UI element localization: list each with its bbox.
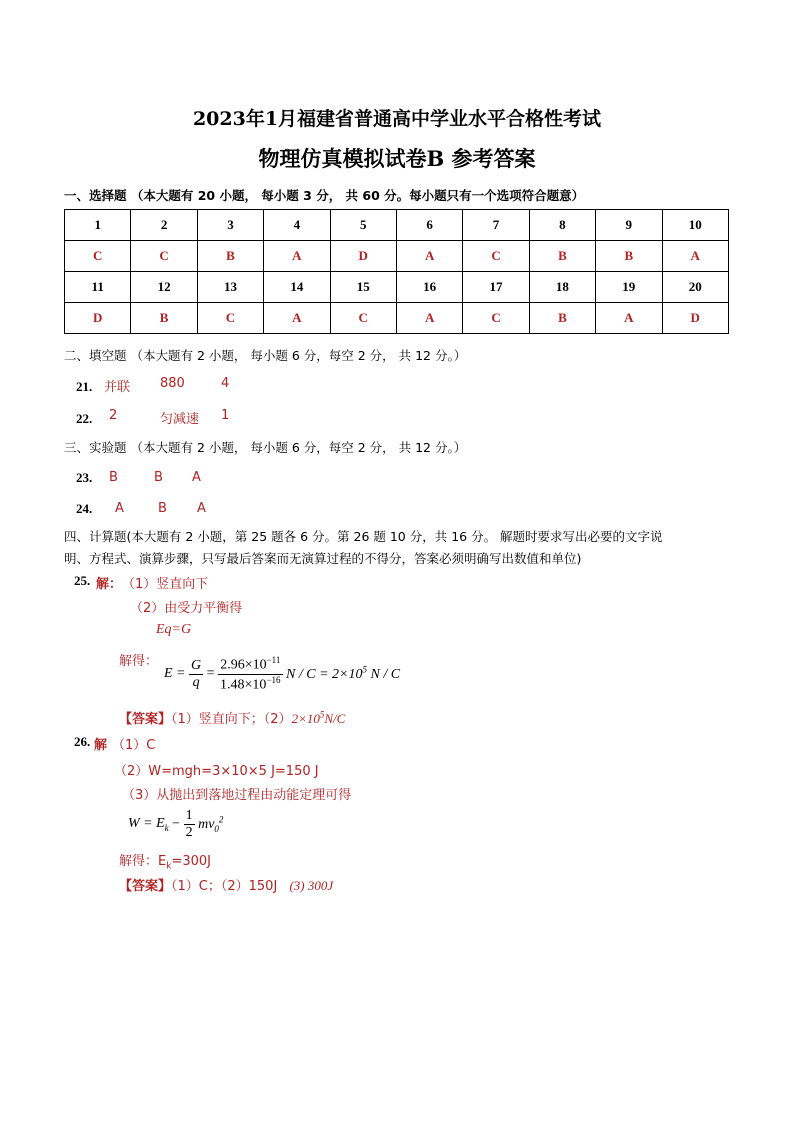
answer-cell: B: [131, 303, 197, 334]
answer-24-2: B: [158, 501, 167, 516]
jiede-text: 解得：E: [119, 854, 167, 869]
q26-jie: 解: [94, 738, 108, 753]
q25-part2: （2）由受力平衡得: [130, 601, 243, 616]
table-cell: 1: [65, 210, 131, 241]
q26-answer: [119, 875, 333, 894]
answer-cell: C: [65, 241, 131, 272]
q25-eq1: Eq=G: [156, 622, 192, 637]
table-row-nums-1: [65, 210, 729, 241]
answer-cell: A: [396, 303, 462, 334]
answer-23-2: B: [154, 470, 163, 485]
fraction-denominator: [218, 675, 282, 694]
section-1-heading: 一、选择题 （本大题有 20 小题， 每小题 3 分， 共 60 分。每小题只有一个选项符合题意）: [64, 188, 585, 203]
answer-text: （1）竖直向下；（2）: [171, 712, 292, 727]
answer-value: [292, 711, 346, 726]
q26-part1: （1）C: [112, 738, 156, 753]
fraction-numerator: 1: [185, 808, 193, 823]
answer-exponent: 5: [319, 709, 325, 720]
question-25-number: 25.: [74, 573, 91, 588]
table-row-nums-2: [65, 272, 729, 303]
section-4-heading-line1: 四、计算题(本大题有 2 小题，第 25 题各 6 分。第 26 题 10 分，共 16 分。 解题时要求写出必要的文字说: [64, 529, 663, 544]
table-cell: 13: [197, 272, 263, 303]
fraction-values: [218, 655, 282, 693]
answer-cell: A: [662, 241, 729, 272]
num-mantissa: 2.96×10: [220, 657, 267, 673]
answer-value-3: (3) 300J: [289, 878, 334, 893]
result-mantissa: N / C = 2×10: [286, 667, 363, 683]
answer-cell: A: [396, 241, 462, 272]
q26-jiede: [119, 850, 211, 872]
answer-table: [64, 209, 729, 334]
superscript-2: 2: [218, 814, 224, 825]
q25-jie: 解：: [96, 577, 123, 592]
table-cell: 11: [65, 272, 131, 303]
den-mantissa: 1.48×10: [220, 677, 267, 693]
table-cell: 2: [131, 210, 197, 241]
mv-text: mv: [198, 817, 215, 833]
table-cell: 9: [596, 210, 662, 241]
q26-part2: （2）W=mgh=3×10×5 J=150 J: [114, 764, 319, 779]
q25-formula: [164, 655, 400, 693]
section-3-heading: 三、实验题 （本大题有 2 小题， 每小题 6 分，每空 2 分， 共 12 分。）: [64, 440, 467, 455]
formula-mv: [198, 814, 224, 835]
page-title: 2023年1月福建省普通高中学业水平合格性考试: [192, 108, 602, 130]
answer-24-1: A: [115, 501, 124, 516]
table-cell: 3: [197, 210, 263, 241]
table-cell: 19: [596, 272, 662, 303]
table-cell: 8: [529, 210, 595, 241]
answer-cell: B: [596, 241, 662, 272]
answer-cell: B: [197, 241, 263, 272]
q26-formula: [128, 808, 223, 841]
minus-sign: −: [172, 816, 181, 832]
fraction-denominator: 2: [185, 825, 193, 840]
answer-cell: D: [330, 241, 396, 272]
table-cell: 7: [463, 210, 529, 241]
formula-w-ek: W = E: [128, 816, 165, 832]
q26-part3: （3）从抛出到落地过程由动能定理可得: [122, 788, 352, 803]
answer-text: （1）C；（2）150J: [171, 879, 278, 894]
question-24-number: 24.: [76, 501, 93, 516]
section-2-heading: 二、填空题 （本大题有 2 小题， 每小题 6 分，每空 2 分， 共 12 分。）: [64, 348, 467, 363]
subscript-k: k: [164, 822, 169, 833]
den-exponent: −16: [266, 674, 281, 685]
question-number: 21.: [76, 379, 93, 394]
answer-mantissa: 2×10: [291, 711, 320, 726]
answer-cell: D: [662, 303, 729, 334]
subscript-0: 0: [214, 824, 219, 835]
question-22: [76, 408, 92, 427]
fraction-g-over-q: [189, 658, 203, 691]
question-23-number: 23.: [76, 470, 93, 485]
table-cell: 20: [662, 272, 729, 303]
table-cell: 4: [264, 210, 330, 241]
equals-sign: =: [206, 666, 215, 682]
q25-part1: （1）竖直向下: [122, 577, 209, 592]
answer-22-1: 2: [109, 408, 118, 423]
question-number: 22.: [76, 411, 93, 426]
answer-21-3: 4: [221, 376, 230, 391]
answer-cell: C: [463, 303, 529, 334]
table-cell: 16: [396, 272, 462, 303]
fraction-half: [184, 808, 195, 841]
answer-tag: 【答案】: [119, 712, 172, 727]
section-4-heading-line2: 明、方程式、演算步骤，只写最后答案而无演算过程的不得分，答案必须明确写出数值和单位): [64, 551, 582, 566]
table-cell: 18: [529, 272, 595, 303]
table-cell: 5: [330, 210, 396, 241]
table-cell: 10: [662, 210, 729, 241]
table-cell: 17: [463, 272, 529, 303]
table-row-answers-2: [65, 303, 729, 334]
page-subtitle: 物理仿真模拟试卷B 参考答案: [258, 146, 536, 171]
answer-cell: D: [65, 303, 131, 334]
fraction-denominator: q: [192, 674, 200, 690]
result-unit-text: N / C: [370, 667, 401, 683]
answer-21-2: 880: [160, 376, 185, 391]
fraction-numerator: [218, 655, 282, 675]
answer-cell: A: [264, 241, 330, 272]
answer-tag: 【答案】: [119, 879, 172, 894]
question-26-number: 26.: [74, 734, 91, 749]
jiede-subscript-k: k: [166, 861, 172, 872]
answer-unit: N/C: [324, 711, 346, 726]
fraction-numerator: G: [191, 657, 202, 673]
answer-cell: B: [529, 241, 595, 272]
q25-jiede: 解得：: [119, 654, 159, 669]
result-exponent: 5: [362, 664, 367, 675]
answer-21-1: 并联: [104, 380, 131, 395]
num-exponent: −11: [266, 655, 281, 665]
jiede-value: =300J: [171, 854, 211, 869]
answer-cell: C: [131, 241, 197, 272]
result-unit: [286, 664, 401, 683]
q25-answer: [119, 708, 345, 727]
table-cell: 15: [330, 272, 396, 303]
answer-23-1: B: [109, 470, 118, 485]
answer-23-3: A: [192, 470, 201, 485]
answer-cell: C: [330, 303, 396, 334]
question-21: [76, 376, 92, 395]
answer-22-2: 匀减速: [160, 412, 200, 427]
table-cell: 14: [264, 272, 330, 303]
table-row-answers-1: [65, 241, 729, 272]
answer-cell: B: [529, 303, 595, 334]
formula-lhs: [128, 816, 169, 831]
table-cell: 12: [131, 272, 197, 303]
answer-cell: A: [596, 303, 662, 334]
answer-cell: C: [197, 303, 263, 334]
answer-24-3: A: [197, 501, 206, 516]
answer-cell: C: [463, 241, 529, 272]
answer-22-3: 1: [221, 408, 230, 423]
answer-cell: A: [264, 303, 330, 334]
formula-lhs: E =: [164, 666, 186, 682]
table-cell: 6: [396, 210, 462, 241]
